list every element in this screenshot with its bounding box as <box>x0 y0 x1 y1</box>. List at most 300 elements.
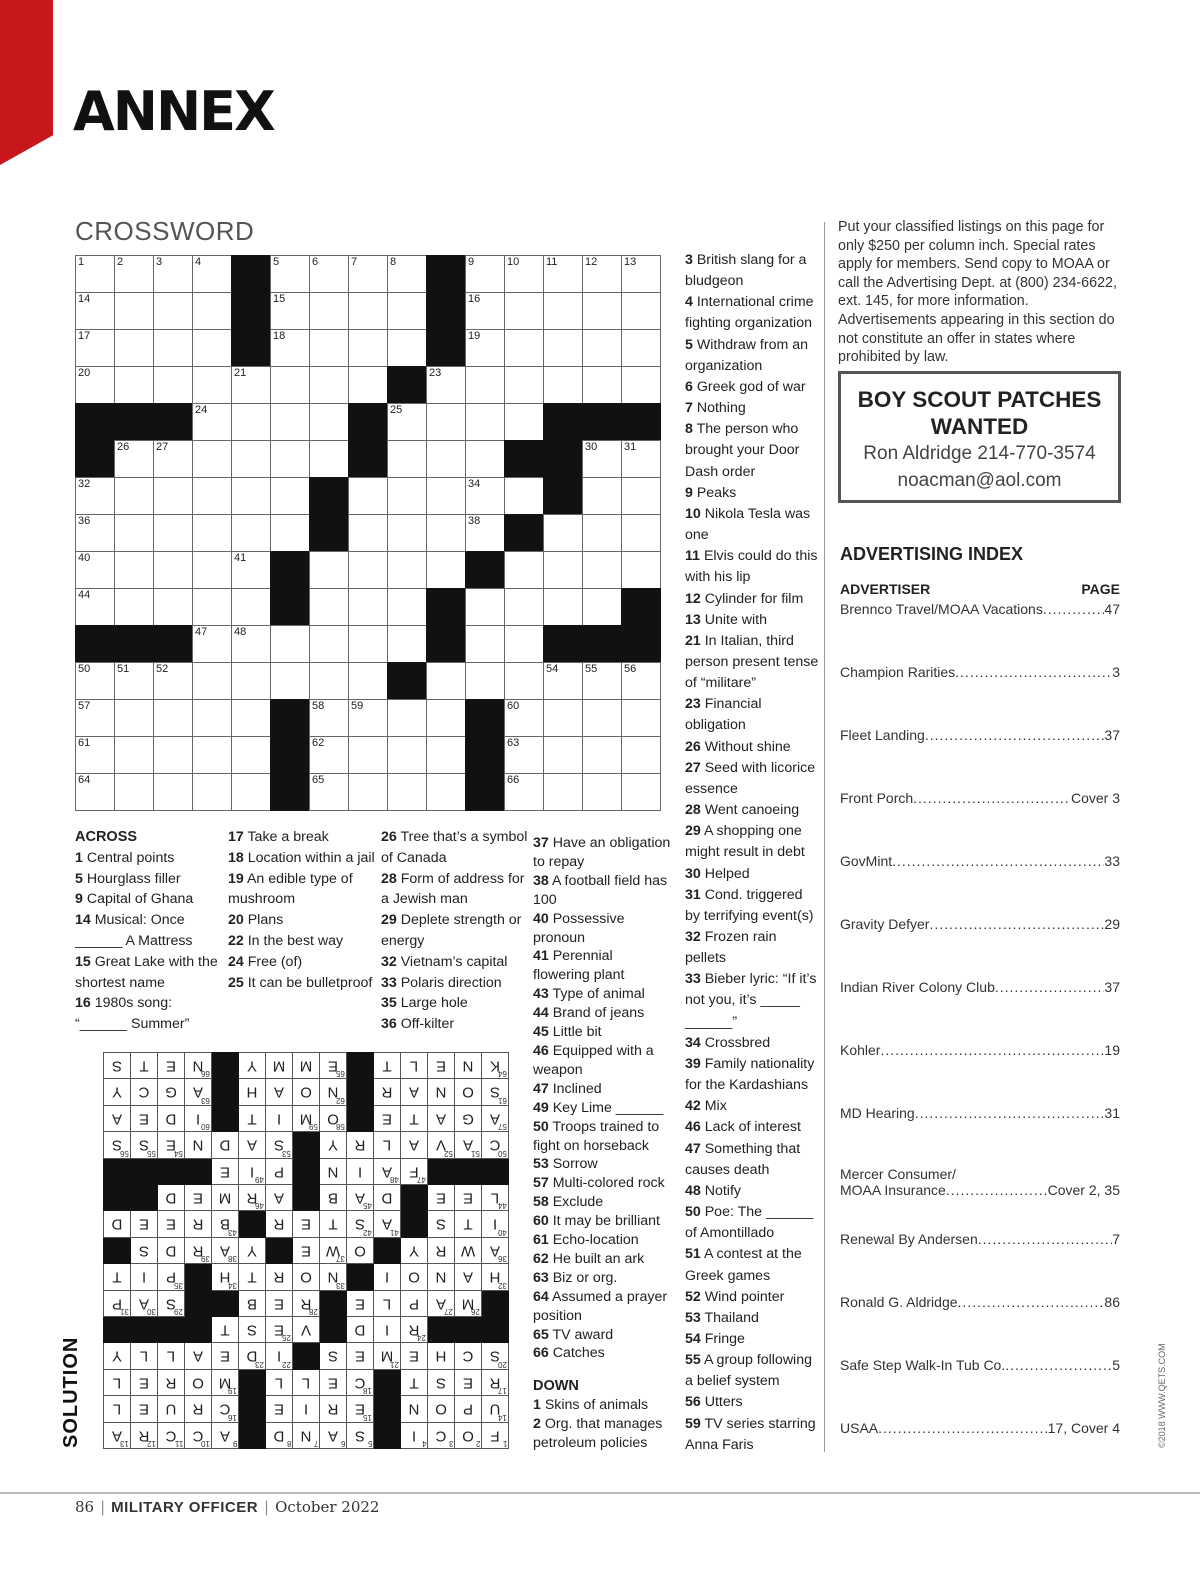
grid-cell[interactable] <box>504 625 544 663</box>
solution-letter: N <box>192 1136 204 1154</box>
grid-cell[interactable] <box>270 403 310 441</box>
solution-cell <box>211 1263 239 1290</box>
solution-letter: M <box>218 1189 232 1207</box>
grid-cell[interactable] <box>465 514 505 552</box>
grid-cell[interactable] <box>582 440 622 478</box>
solution-cell <box>400 1263 428 1290</box>
grid-cell[interactable] <box>192 440 232 478</box>
solution-cell <box>319 1052 347 1079</box>
solution-number: 3 <box>448 1438 453 1448</box>
solution-letter: T <box>247 1268 257 1286</box>
grid-cell[interactable] <box>231 551 271 589</box>
grid-cell[interactable] <box>192 773 232 811</box>
grid-cell[interactable] <box>504 366 544 404</box>
clue-number: 1 <box>533 1397 541 1414</box>
solution-letter: E <box>193 1189 204 1207</box>
advertiser-page: 29 <box>1104 916 1120 932</box>
clue <box>533 1326 673 1345</box>
grid-cell[interactable] <box>426 551 466 589</box>
solution-cell <box>292 1395 320 1422</box>
grid-cell[interactable] <box>348 736 388 774</box>
grid-cell[interactable] <box>621 440 661 478</box>
grid-cell[interactable] <box>465 440 505 478</box>
clue-number: 5 <box>273 256 280 268</box>
solution-letter: T <box>328 1215 338 1233</box>
clue <box>685 1329 820 1350</box>
grid-cell[interactable] <box>192 588 232 626</box>
grid-cell[interactable] <box>582 736 622 774</box>
grid-cell[interactable] <box>426 662 466 700</box>
solution-letter: L <box>112 1374 122 1391</box>
solution-block <box>238 1369 266 1396</box>
grid-cell[interactable] <box>621 773 661 811</box>
grid-cell[interactable] <box>387 440 427 478</box>
grid-cell[interactable] <box>231 366 271 404</box>
grid-cell[interactable] <box>543 736 583 774</box>
grid-cell[interactable] <box>387 625 427 663</box>
grid-cell[interactable] <box>426 514 466 552</box>
grid-cell[interactable] <box>231 773 271 811</box>
grid-cell[interactable] <box>75 551 115 589</box>
grid-cell[interactable] <box>114 736 154 774</box>
grid-cell[interactable] <box>348 699 388 737</box>
grid-cell[interactable] <box>426 440 466 478</box>
clue-number: 56 <box>685 1394 701 1411</box>
grid-block <box>621 625 661 663</box>
grid-cell[interactable] <box>192 366 232 404</box>
grid-cell[interactable] <box>465 366 505 404</box>
grid-cell[interactable] <box>114 588 154 626</box>
grid-cell[interactable] <box>309 773 349 811</box>
grid-cell[interactable] <box>270 625 310 663</box>
grid-cell[interactable] <box>153 329 193 367</box>
grid-cell[interactable] <box>426 699 466 737</box>
grid-cell[interactable] <box>504 736 544 774</box>
grid-cell[interactable] <box>309 440 349 478</box>
clue-number: 49 <box>533 1099 549 1116</box>
solution-block <box>427 1316 455 1343</box>
grid-cell[interactable] <box>114 329 154 367</box>
clue <box>685 1202 820 1244</box>
solution-number: 25 <box>282 1333 291 1343</box>
clue <box>381 973 529 994</box>
grid-cell[interactable] <box>153 699 193 737</box>
clue-number: 6 <box>312 256 319 268</box>
grid-cell[interactable] <box>192 514 232 552</box>
grid-cell[interactable] <box>153 773 193 811</box>
grid-cell[interactable] <box>348 773 388 811</box>
grid-cell[interactable] <box>387 403 427 441</box>
clue-number: 18 <box>273 330 286 342</box>
grid-cell[interactable] <box>309 255 349 293</box>
grid-cell[interactable] <box>387 699 427 737</box>
clue-number: 61 <box>533 1232 549 1249</box>
grid-cell[interactable] <box>75 588 115 626</box>
grid-cell[interactable] <box>621 699 661 737</box>
grid-cell[interactable] <box>543 292 583 330</box>
grid-cell[interactable] <box>153 255 193 293</box>
grid-cell[interactable] <box>504 699 544 737</box>
clue <box>685 377 820 398</box>
grid-cell[interactable] <box>231 477 271 515</box>
solution-number: 28 <box>309 1306 318 1316</box>
solution-block <box>292 1158 320 1185</box>
grid-cell[interactable] <box>348 329 388 367</box>
clue-number: 63 <box>533 1269 549 1286</box>
grid-cell[interactable] <box>582 699 622 737</box>
grid-cell[interactable] <box>270 662 310 700</box>
clue-number: 34 <box>468 478 481 490</box>
grid-cell[interactable] <box>504 477 544 515</box>
grid-cell[interactable] <box>114 773 154 811</box>
grid-cell[interactable] <box>387 292 427 330</box>
solution-letter: E <box>274 1294 285 1312</box>
grid-cell[interactable] <box>75 699 115 737</box>
clue <box>533 1344 673 1363</box>
grid-cell[interactable] <box>231 736 271 774</box>
grid-cell[interactable] <box>192 403 232 441</box>
solution-cell <box>130 1369 158 1396</box>
grid-cell[interactable] <box>309 662 349 700</box>
grid-cell[interactable] <box>621 662 661 700</box>
clue <box>381 993 529 1014</box>
grid-cell[interactable] <box>387 588 427 626</box>
solution-cell <box>238 1342 266 1369</box>
solution-letter: D <box>273 1426 285 1444</box>
grid-cell[interactable] <box>582 255 622 293</box>
grid-cell[interactable] <box>192 551 232 589</box>
grid-cell[interactable] <box>309 292 349 330</box>
grid-cell[interactable] <box>543 551 583 589</box>
solution-letter: E <box>409 1347 420 1365</box>
solution-letter: Y <box>247 1242 258 1259</box>
grid-cell[interactable] <box>504 403 544 441</box>
clue <box>685 1117 820 1138</box>
grid-cell[interactable] <box>387 551 427 589</box>
clue-number: 25 <box>228 974 244 991</box>
grid-cell[interactable] <box>309 625 349 663</box>
grid-cell[interactable] <box>231 625 271 663</box>
grid-cell[interactable] <box>309 588 349 626</box>
grid-cell[interactable] <box>543 366 583 404</box>
solution-letter: P <box>463 1400 474 1418</box>
grid-cell[interactable] <box>75 366 115 404</box>
grid-cell[interactable] <box>75 514 115 552</box>
grid-cell[interactable] <box>153 514 193 552</box>
solution-cell <box>454 1078 482 1105</box>
clue <box>685 1096 820 1117</box>
grid-cell[interactable] <box>465 329 505 367</box>
grid-cell[interactable] <box>270 514 310 552</box>
grid-cell[interactable] <box>348 662 388 700</box>
grid-cell[interactable] <box>75 736 115 774</box>
grid-cell[interactable] <box>309 403 349 441</box>
solution-letter: T <box>220 1321 230 1339</box>
solution-letter: S <box>436 1374 447 1391</box>
grid-cell[interactable] <box>582 662 622 700</box>
grid-cell[interactable] <box>582 477 622 515</box>
clue-text: It can be bulletproof <box>243 974 373 991</box>
grid-cell[interactable] <box>621 551 661 589</box>
grid-cell[interactable] <box>153 736 193 774</box>
grid-cell[interactable] <box>270 255 310 293</box>
clue-number: 9 <box>468 256 475 268</box>
clue <box>685 1139 820 1181</box>
across-clues-col3 <box>381 827 529 1035</box>
grid-cell[interactable] <box>348 625 388 663</box>
grid-cell[interactable] <box>543 773 583 811</box>
solution-cell <box>292 1290 320 1317</box>
solution-block <box>184 1263 212 1290</box>
clue-text: A contest at the Greek games <box>685 1246 802 1284</box>
clue-number: 2 <box>117 256 124 268</box>
grid-cell[interactable] <box>504 292 544 330</box>
grid-cell[interactable] <box>426 366 466 404</box>
grid-cell[interactable] <box>114 699 154 737</box>
grid-cell[interactable] <box>582 773 622 811</box>
grid-cell[interactable] <box>582 588 622 626</box>
grid-cell[interactable] <box>621 366 661 404</box>
grid-cell[interactable] <box>543 255 583 293</box>
grid-cell[interactable] <box>426 773 466 811</box>
clue-number: 7 <box>351 256 358 268</box>
clue-text: A group following a belief system <box>685 1352 812 1390</box>
grid-cell[interactable] <box>153 662 193 700</box>
grid-cell[interactable] <box>231 440 271 478</box>
clue-number: 8 <box>685 421 693 438</box>
grid-cell[interactable] <box>387 255 427 293</box>
grid-cell[interactable] <box>192 329 232 367</box>
grid-cell[interactable] <box>543 514 583 552</box>
solution-cell <box>373 1316 401 1343</box>
solution-letter: R <box>408 1321 420 1339</box>
grid-cell[interactable] <box>465 292 505 330</box>
solution-number: 10 <box>201 1438 210 1448</box>
grid-cell[interactable] <box>504 773 544 811</box>
grid-cell[interactable] <box>426 477 466 515</box>
grid-cell[interactable] <box>621 292 661 330</box>
grid-cell[interactable] <box>543 588 583 626</box>
grid-cell[interactable] <box>75 292 115 330</box>
grid-cell[interactable] <box>153 440 193 478</box>
solution-letter: E <box>274 1321 285 1339</box>
grid-cell[interactable] <box>582 366 622 404</box>
grid-cell[interactable] <box>192 625 232 663</box>
grid-block <box>387 662 427 700</box>
grid-cell[interactable] <box>231 403 271 441</box>
advertiser-name: Indian River Colony Club <box>840 979 995 995</box>
grid-cell[interactable] <box>504 588 544 626</box>
grid-cell[interactable] <box>270 292 310 330</box>
grid-cell[interactable] <box>465 255 505 293</box>
solution-number: 60 <box>201 1122 210 1132</box>
grid-cell[interactable] <box>270 366 310 404</box>
clue-number: 16 <box>468 293 481 305</box>
solution-letter: Y <box>112 1083 123 1101</box>
clue <box>685 1308 820 1329</box>
grid-cell[interactable] <box>153 588 193 626</box>
grid-cell[interactable] <box>465 477 505 515</box>
grid-cell[interactable] <box>543 329 583 367</box>
solution-cell <box>454 1210 482 1237</box>
grid-cell[interactable] <box>465 588 505 626</box>
grid-cell[interactable] <box>504 662 544 700</box>
grid-cell[interactable] <box>621 736 661 774</box>
grid-cell[interactable] <box>114 440 154 478</box>
clue-number: 51 <box>685 1246 701 1263</box>
solution-letter: U <box>489 1400 501 1418</box>
solution-cell <box>265 1105 293 1132</box>
grid-cell[interactable] <box>387 736 427 774</box>
clue-text: Wind pointer <box>700 1288 785 1305</box>
grid-cell[interactable] <box>114 662 154 700</box>
clue-number: 59 <box>351 700 364 712</box>
clue-text: Polaris direction <box>396 974 502 991</box>
grid-cell[interactable] <box>75 255 115 293</box>
grid-cell[interactable] <box>504 551 544 589</box>
solution-number: 6 <box>340 1438 345 1448</box>
solution-cell <box>481 1184 509 1211</box>
grid-cell[interactable] <box>348 514 388 552</box>
grid-cell[interactable] <box>75 773 115 811</box>
grid-cell[interactable] <box>192 255 232 293</box>
grid-cell[interactable] <box>270 440 310 478</box>
grid-cell[interactable] <box>465 403 505 441</box>
grid-cell[interactable] <box>621 255 661 293</box>
grid-cell[interactable] <box>114 255 154 293</box>
clue-text: British slang for a bludgeon <box>685 252 807 290</box>
grid-cell[interactable] <box>348 588 388 626</box>
grid-cell[interactable] <box>231 588 271 626</box>
solution-letter: E <box>139 1215 150 1233</box>
grid-cell[interactable] <box>504 329 544 367</box>
grid-cell[interactable] <box>270 477 310 515</box>
solution-cell <box>319 1131 347 1158</box>
solution-letter: P <box>112 1294 123 1312</box>
solution-letter: G <box>165 1083 177 1101</box>
grid-cell[interactable] <box>153 366 193 404</box>
grid-cell[interactable] <box>309 366 349 404</box>
grid-cell[interactable] <box>426 736 466 774</box>
advertiser-name: Renewal By Andersen <box>840 1231 978 1247</box>
grid-cell[interactable] <box>465 625 505 663</box>
grid-cell[interactable] <box>348 551 388 589</box>
solution-cell <box>319 1184 347 1211</box>
grid-cell[interactable] <box>387 514 427 552</box>
grid-cell[interactable] <box>114 366 154 404</box>
grid-cell[interactable] <box>114 514 154 552</box>
clue-text: He built an ark <box>548 1250 645 1267</box>
solution-letter: S <box>166 1294 177 1312</box>
grid-cell[interactable] <box>192 292 232 330</box>
clue <box>533 1231 673 1250</box>
grid-cell[interactable] <box>426 403 466 441</box>
grid-cell[interactable] <box>621 477 661 515</box>
solution-letter: R <box>354 1136 366 1154</box>
solution-cell <box>157 1369 185 1396</box>
clue-text: Lack of interest <box>700 1119 801 1136</box>
solution-cell <box>184 1184 212 1211</box>
grid-block <box>270 773 310 811</box>
grid-cell[interactable] <box>348 477 388 515</box>
clue-number: 46 <box>533 1042 549 1059</box>
grid-cell[interactable] <box>582 514 622 552</box>
grid-cell[interactable] <box>75 329 115 367</box>
grid-cell[interactable] <box>192 477 232 515</box>
grid-cell[interactable] <box>270 329 310 367</box>
grid-cell[interactable] <box>192 699 232 737</box>
page-footer: 86 | MILITARY OFFICER | October 2022 <box>75 1498 380 1516</box>
solution-block <box>211 1105 239 1132</box>
solution-cell <box>292 1237 320 1264</box>
solution-number: 46 <box>255 1201 264 1211</box>
grid-cell[interactable] <box>582 329 622 367</box>
grid-cell[interactable] <box>153 477 193 515</box>
clue <box>533 1212 673 1231</box>
grid-cell[interactable] <box>231 699 271 737</box>
grid-cell[interactable] <box>309 551 349 589</box>
solution-cell <box>427 1422 455 1449</box>
clue-number: 26 <box>117 441 130 453</box>
grid-cell[interactable] <box>465 662 505 700</box>
grid-cell[interactable] <box>348 255 388 293</box>
grid-cell[interactable] <box>75 662 115 700</box>
grid-cell[interactable] <box>309 329 349 367</box>
grid-cell[interactable] <box>348 292 388 330</box>
grid-cell[interactable] <box>348 366 388 404</box>
solution-block <box>427 1158 455 1185</box>
solution-block <box>481 1290 509 1317</box>
solution-letter: A <box>409 1136 420 1154</box>
clue-text: Financial obligation <box>685 696 762 734</box>
grid-cell[interactable] <box>582 292 622 330</box>
grid-cell[interactable] <box>192 736 232 774</box>
grid-cell[interactable] <box>387 329 427 367</box>
grid-cell[interactable] <box>309 699 349 737</box>
grid-cell[interactable] <box>309 736 349 774</box>
clue-number: 25 <box>390 404 403 416</box>
grid-block <box>270 551 310 589</box>
grid-cell[interactable] <box>582 551 622 589</box>
grid-cell[interactable] <box>543 662 583 700</box>
grid-cell[interactable] <box>621 514 661 552</box>
grid-cell[interactable] <box>504 255 544 293</box>
solution-letter: M <box>299 1057 313 1075</box>
grid-cell[interactable] <box>387 477 427 515</box>
grid-block <box>309 514 349 552</box>
grid-cell[interactable] <box>75 477 115 515</box>
clue <box>685 292 820 334</box>
grid-cell[interactable] <box>114 551 154 589</box>
grid-cell[interactable] <box>153 292 193 330</box>
grid-cell[interactable] <box>192 662 232 700</box>
solution-letter: O <box>435 1400 447 1418</box>
advertiser-row <box>840 1420 1120 1436</box>
grid-cell[interactable] <box>231 514 271 552</box>
solution-number: 53 <box>282 1148 291 1158</box>
solution-block <box>184 1316 212 1343</box>
solution-cell <box>454 1105 482 1132</box>
grid-cell[interactable] <box>114 477 154 515</box>
grid-cell[interactable] <box>114 292 154 330</box>
grid-cell[interactable] <box>543 699 583 737</box>
grid-cell[interactable] <box>621 329 661 367</box>
grid-cell[interactable] <box>231 662 271 700</box>
grid-block <box>621 588 661 626</box>
grid-cell[interactable] <box>387 773 427 811</box>
grid-cell[interactable] <box>153 551 193 589</box>
solution-cell <box>427 1184 455 1211</box>
